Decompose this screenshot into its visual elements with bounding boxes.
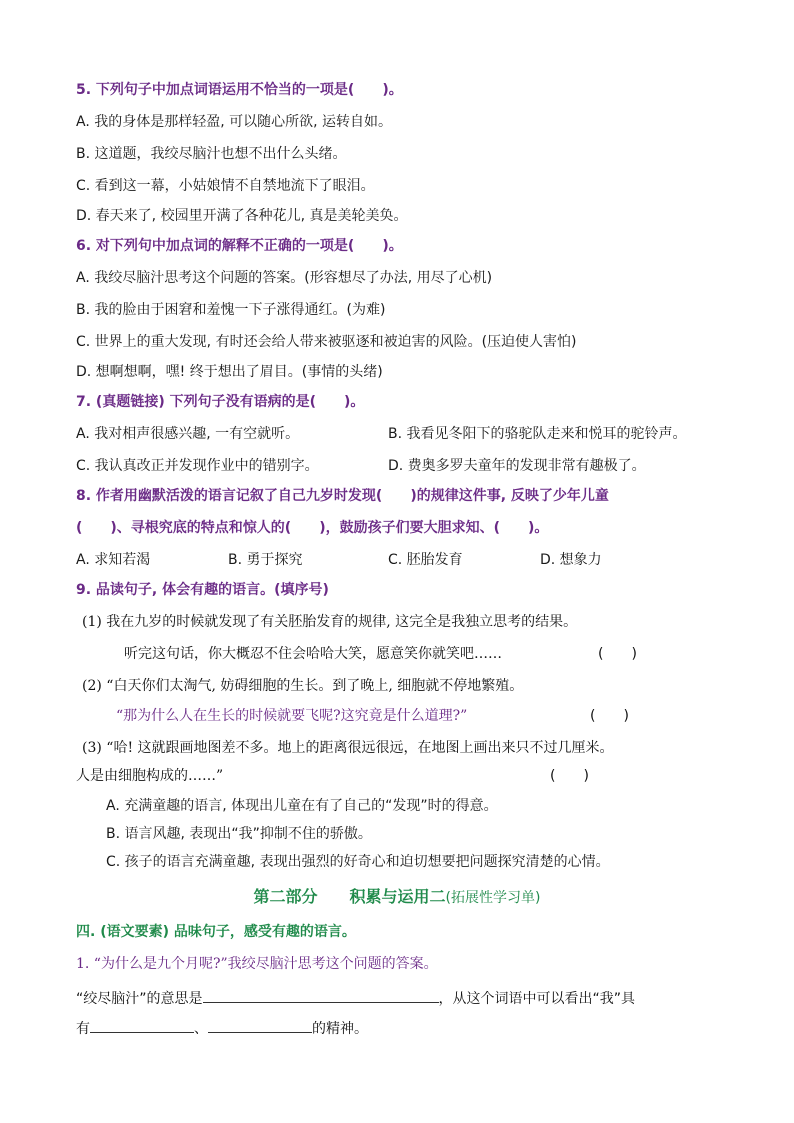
q9-option-b: B. 语言风趣, 表现出“我”抑制不住的骄傲。 <box>106 826 372 842</box>
q9-option-a: A. 充满童趣的语言, 体现出儿童在有了自己的“发现”时的得意。 <box>106 798 498 814</box>
q5-option-a: A. 我的身体是那样轻盈, 可以随心所欲, 运转自如。 <box>76 114 393 130</box>
q9-title: 9. 品读句子, 体会有趣的语言。(填序号) <box>76 582 329 598</box>
q9-s3-answer-paren[interactable]: ( ) <box>550 768 589 784</box>
q9-sentence1-cont: 听完这句话，你大概忍不住会哈哈大笑，愿意笑你就笑吧…… <box>124 646 502 662</box>
q8-option-b: B. 勇于探究 <box>228 552 303 568</box>
q6-option-b: B. 我的脸由于困窘和羞愧一下子涨得通红。(为难) <box>76 302 386 318</box>
q9-sentence2-cont: “那为什么人在生长的时候就要飞呢?这究竟是什么道理?” <box>116 708 468 724</box>
answer2-separator: 、 <box>194 1021 208 1037</box>
q7-option-b: B. 我看见冬阳下的骆驼队走来和悦耳的驼铃声。 <box>388 426 687 442</box>
answer1-suffix: ，从这个词语中可以看出“我”具 <box>438 991 636 1007</box>
q8-option-d: D. 想象力 <box>540 552 602 568</box>
q6-option-a: A. 我绞尽脑汁思考这个问题的答案。(形容想尽了办法, 用尽了心机) <box>76 270 493 286</box>
q9-sentence2: (2) “白天你们太淘气, 妨碍细胞的生长。到了晚上, 细胞就不停地繁殖。 <box>82 678 524 694</box>
q8-line1: 8. 作者用幽默活泼的语言记叙了自己九岁时发现( )的规律这件事, 反映了少年儿童 <box>76 488 609 504</box>
section4-title: 四. (语文要素) 品味句子，感受有趣的语言。 <box>76 924 356 940</box>
q6-option-d: D. 想啊想啊，嘿! 终于想出了眉目。(事情的头绪) <box>76 364 383 380</box>
meaning-blank[interactable] <box>203 986 439 1003</box>
section4-answer-line2 <box>76 1016 368 1039</box>
part2-subtitle: (拓展性学习单) <box>445 890 541 906</box>
q7-title: 7. (真题链接) 下列句子没有语病的是( )。 <box>76 394 365 410</box>
q9-s2-answer-paren[interactable]: ( ) <box>590 708 629 724</box>
q9-sentence3-cont: 人是由细胞构成的……” <box>76 768 224 784</box>
q7-option-c: C. 我认真改正并发现作业中的错别字。 <box>76 458 319 474</box>
section4-answer-line1 <box>76 986 635 1009</box>
q8-option-a: A. 求知若渴 <box>76 552 151 568</box>
q8-option-c: C. 胚胎发育 <box>388 552 463 568</box>
q5-option-b: B. 这道题，我绞尽脑汁也想不出什么头绪。 <box>76 146 347 162</box>
spirit-blank-1[interactable] <box>90 1016 194 1033</box>
q9-sentence1: (1) 我在九岁的时候就发现了有关胚胎发育的规律, 这完全是我独立思考的结果。 <box>82 614 578 630</box>
q9-sentence3: (3) “哈! 这就跟画地图差不多。地上的距离很远很远，在地图上画出来只不过几厘米。 <box>82 740 614 756</box>
q5-option-c: C. 看到这一幕，小姑娘情不自禁地流下了眼泪。 <box>76 178 375 194</box>
q5-title: 5. 下列句子中加点词语运用不恰当的一项是( )。 <box>76 82 403 98</box>
q7-option-d: D. 费奥多罗夫童年的发现非常有趣极了。 <box>388 458 646 474</box>
q9-option-c: C. 孩子的语言充满童趣, 表现出强烈的好奇心和迫切想要把问题探究清楚的心情。 <box>106 854 610 870</box>
section4-q1: 1. “为什么是九个月呢?”我绞尽脑汁思考这个问题的答案。 <box>76 956 438 972</box>
answer1-prefix: “绞尽脑汁”的意思是 <box>76 991 203 1007</box>
q7-option-a: A. 我对相声很感兴趣, 一有空就听。 <box>76 426 300 442</box>
answer2-prefix: 有 <box>76 1021 90 1037</box>
q9-s1-answer-paren[interactable]: ( ) <box>598 646 637 662</box>
q5-option-d: D. 春天来了, 校园里开满了各种花儿, 真是美轮美奂。 <box>76 208 408 224</box>
spirit-blank-2[interactable] <box>208 1016 312 1033</box>
answer2-suffix: 的精神。 <box>312 1021 368 1037</box>
q8-line2: ( )、寻根究底的特点和惊人的( )，鼓励孩子们要大胆求知、( )。 <box>76 520 549 536</box>
q6-title: 6. 对下列句中加点词的解释不正确的一项是( )。 <box>76 238 403 254</box>
part2-title: 第二部分 积累与运用二 <box>253 887 446 906</box>
part2-heading <box>0 884 794 907</box>
q6-option-c: C. 世界上的重大发现, 有时还会给人带来被驱逐和被迫害的风险。(压迫使人害怕) <box>76 334 577 350</box>
